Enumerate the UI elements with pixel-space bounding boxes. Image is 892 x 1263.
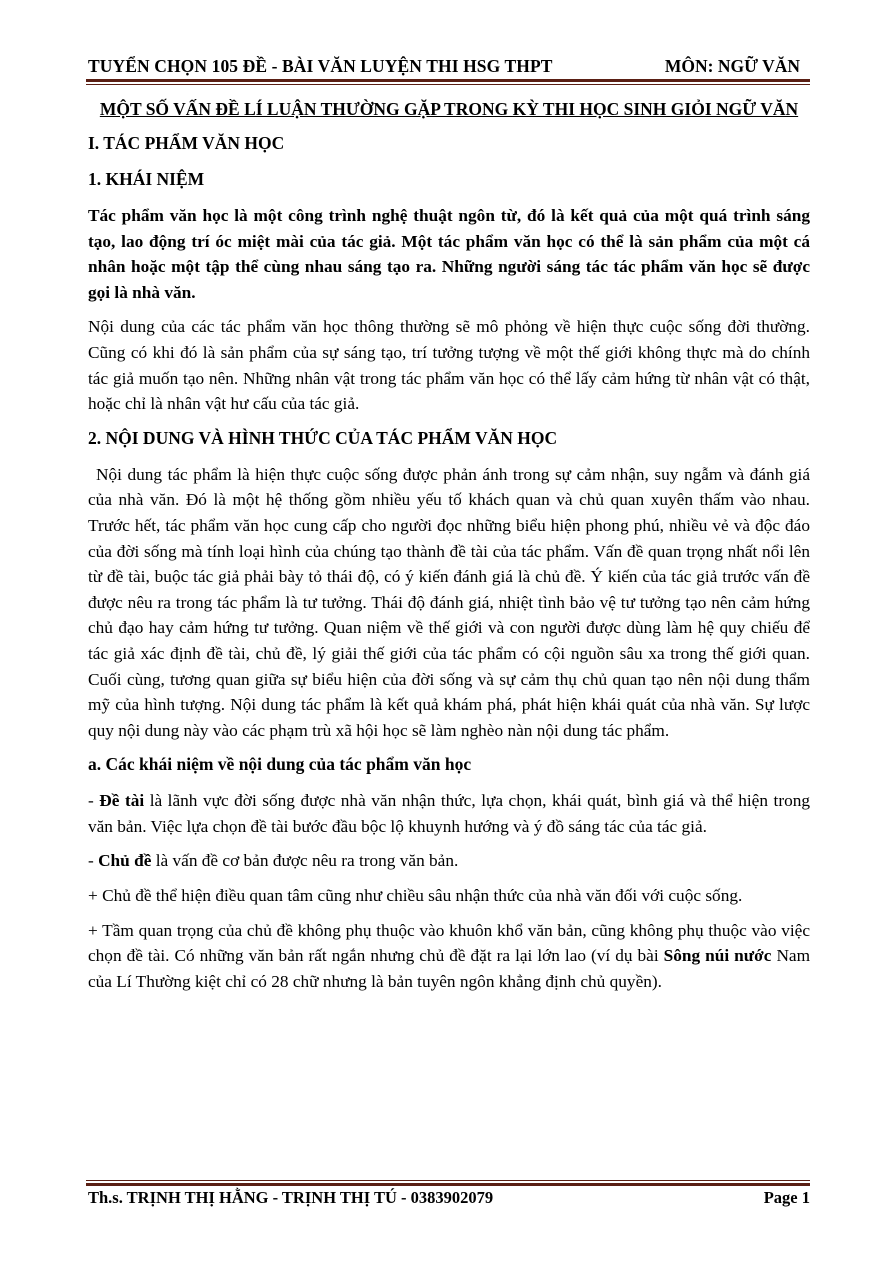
- page-footer: [88, 1188, 810, 1212]
- de-tai-paragraph: - Đề tài là lãnh vực đời sống được nhà văn nhận thức, lựa chọn, khái quát, bình giá và thể hiện trong văn bản. Việc lựa chọn đề tài bước đầu bộc lộ khuynh hướng và ý đồ sáng tác của tác giả.: [88, 791, 810, 836]
- poem-title: Sông núi nước: [663, 946, 772, 966]
- chu-de-paragraph: - Chủ đề là vấn đề cơ bản được nêu ra trong văn bản.: [88, 851, 459, 871]
- definition-paragraph: Tác phẩm văn học là một công trình nghệ thuật ngôn từ, đó là kết quả của một quá trình sáng tạo, lao động trí óc miệt mài của tác giả. Một tác phẩm văn học có thể là sản phẩm của một cá nhân hoặc một tập thể cùng nhau sáng tạo ra. Những người sáng tác tác phẩm văn học sẽ được gọi là nhà văn.: [88, 206, 810, 302]
- chu-de-point: [88, 918, 810, 995]
- page-header: [88, 52, 810, 80]
- point-text: Nam của Lí Thường kiệt chỉ có 28 chữ nhưng là bản tuyên ngôn khẳng định chủ quyền).: [88, 946, 811, 991]
- footer-authors: Th.s. TRỊNH THỊ HẰNG - TRỊNH THỊ TÚ - 0383902079: [88, 1188, 494, 1207]
- footer-rule-thick: [86, 1183, 810, 1186]
- footer-rule-thin: [86, 1180, 810, 1181]
- point-text: + Tầm quan trọng của chủ đề không phụ thuộc vào khuôn khổ văn bản, cũng không phụ thuộc vào việc chọn đề tài. Có những văn bản rất ngắn nhưng chủ đề đặt ra lại lớn lao (ví dụ bài: [88, 920, 810, 966]
- document-title: MỘT SỐ VẤN ĐỀ LÍ LUẬN THƯỜNG GẶP TRONG KỲ THI HỌC SINH GIỎI NGỮ VĂN: [99, 99, 799, 119]
- header-title: TUYỂN CHỌN 105 ĐỀ - BÀI VĂN LUYỆN THI HSG THPT: [88, 56, 553, 76]
- body-paragraph: Nội dung của các tác phẩm văn học thông thường sẽ mô phỏng về hiện thực cuộc sống đời thường. Cũng có khi đó là sản phẩm của sự sáng tạo, trí tưởng tượng về một thế giới không thực mà do chính tác giả muốn tạo nên. Những nhân vật trong tác phẩm văn học có thể lấy cảm hứng từ nhân vật có thật, hoặc chỉ là nhân vật hư cấu của tác giả.: [88, 317, 810, 414]
- subsection-heading: 2. NỘI DUNG VÀ HÌNH THỨC CỦA TÁC PHẨM VĂN HỌC: [88, 427, 558, 448]
- page-content: [88, 96, 810, 1003]
- header-subject: MÔN: NGỮ VĂN: [664, 56, 800, 76]
- section-heading: I. TÁC PHẨM VĂN HỌC: [88, 133, 285, 153]
- header-rule-thick: [86, 79, 810, 82]
- subsection-heading-a: a. Các khái niệm về nội dung của tác phẩm văn học: [88, 754, 472, 775]
- chu-de-term: Chủ đề: [98, 851, 152, 871]
- header-rule-thin: [86, 84, 810, 85]
- subsection-heading: 1. KHÁI NIỆM: [88, 169, 205, 189]
- chu-de-text: là vấn đề cơ bản được nêu ra trong văn bản.: [155, 851, 459, 871]
- page-number: Page 1: [763, 1188, 810, 1207]
- chu-de-point: + Chủ đề thể hiện điều quan tâm cũng như chiều sâu nhận thức của nhà văn đối với cuộc sống.: [88, 886, 743, 906]
- de-tai-term: Đề tài: [99, 791, 145, 811]
- de-tai-text: là lãnh vực đời sống được nhà văn nhận thức, lựa chọn, khái quát, bình giá và thể hiện trong văn bản. Việc lựa chọn đề tài bước đầu bộc lộ khuynh hướng và ý đồ sáng tác của tác giả.: [88, 791, 810, 836]
- body-paragraph: Nội dung tác phẩm là hiện thực cuộc sống được phản ánh trong sự cảm nhận, suy ngẫm và đánh giá của nhà văn. Đó là một hệ thống gồm nhiều yếu tố khách quan và chủ quan xuyên thấm vào nhau. Trước hết, tác phẩm văn học cung cấp cho người đọc những biểu hiện phong phú, nhiều vẻ và độc đáo của đời sống mà tính loại hình của chúng tạo thành đề tài của tác phẩm. Vấn đề quan trọng nhất nổi lên từ đề tài, buộc tác giả phải bày tỏ thái độ, có ý kiến đánh giá là chủ đề. Ý kiến của tác giả trước vấn đề được nêu ra trong tác phẩm là tư tưởng. Thái độ đánh giá, nhiệt tình bảo vệ tư tưởng tạo nên cảm hứng chủ đạo hay cảm hứng tư tưởng. Quan niệm về thế giới và con người được dùng làm hệ quy chiếu để tác giả xác định đề tài, chủ đề, lý giải thế giới của tác phẩm có cội nguồn sâu xa trong thế giới quan. Cuối cùng, tương quan giữa sự biểu hiện của đời sống và sự cảm thụ chủ quan tạo nên nội dung thẩm mỹ của hình tượng. Nội dung tác phẩm là kết quả khám phá, phát hiện khái quát của nhà văn. Sự lược quy nội dung này vào các phạm trù xã hội học sẽ làm nghèo nàn nội dung tác phẩm.: [88, 464, 810, 740]
